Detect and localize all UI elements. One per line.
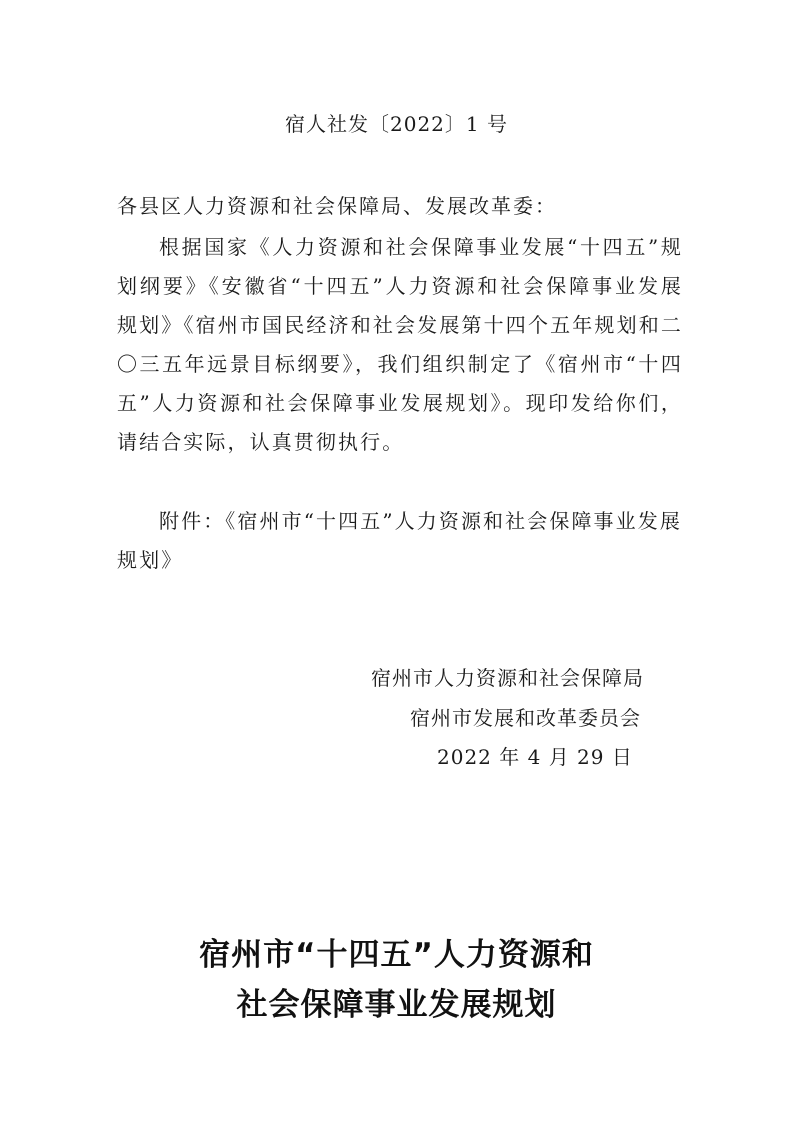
signature-date: 2022 年 4 月 29 日 [437, 745, 633, 769]
signature-org-ndrc: 宿州市发展和改革委员会 [410, 706, 641, 730]
document-number: 宿人社发〔2022〕1 号 [285, 112, 508, 136]
body-paragraph: 根据国家《人力资源和社会保障事业发展“十四五”规划纲要》《安徽省“十四五”人力资源和社会保障事业发展规划》《宿州市国民经济和社会发展第十四个五年规划和二〇三五年远景目标纲要》，我们组织制定了《宿州市“十四五”人力资源和社会保障事业发展规划》。现印发给你们，请结合实际，认真贯彻执行。 [117, 235, 683, 454]
plan-title-line-1: 宿州市“十四五”人力资源和 [199, 937, 594, 973]
plan-title-line-2: 社会保障事业发展规划 [236, 987, 557, 1023]
signature-org-hrss: 宿州市人力资源和社会保障局 [371, 666, 644, 690]
plan-title [0, 930, 793, 1030]
addressee-line: 各县区人力资源和社会保障局、发展改革委： [117, 194, 557, 218]
attachment-note: 附件：《宿州市“十四五”人力资源和社会保障事业发展规划》 [117, 509, 682, 572]
